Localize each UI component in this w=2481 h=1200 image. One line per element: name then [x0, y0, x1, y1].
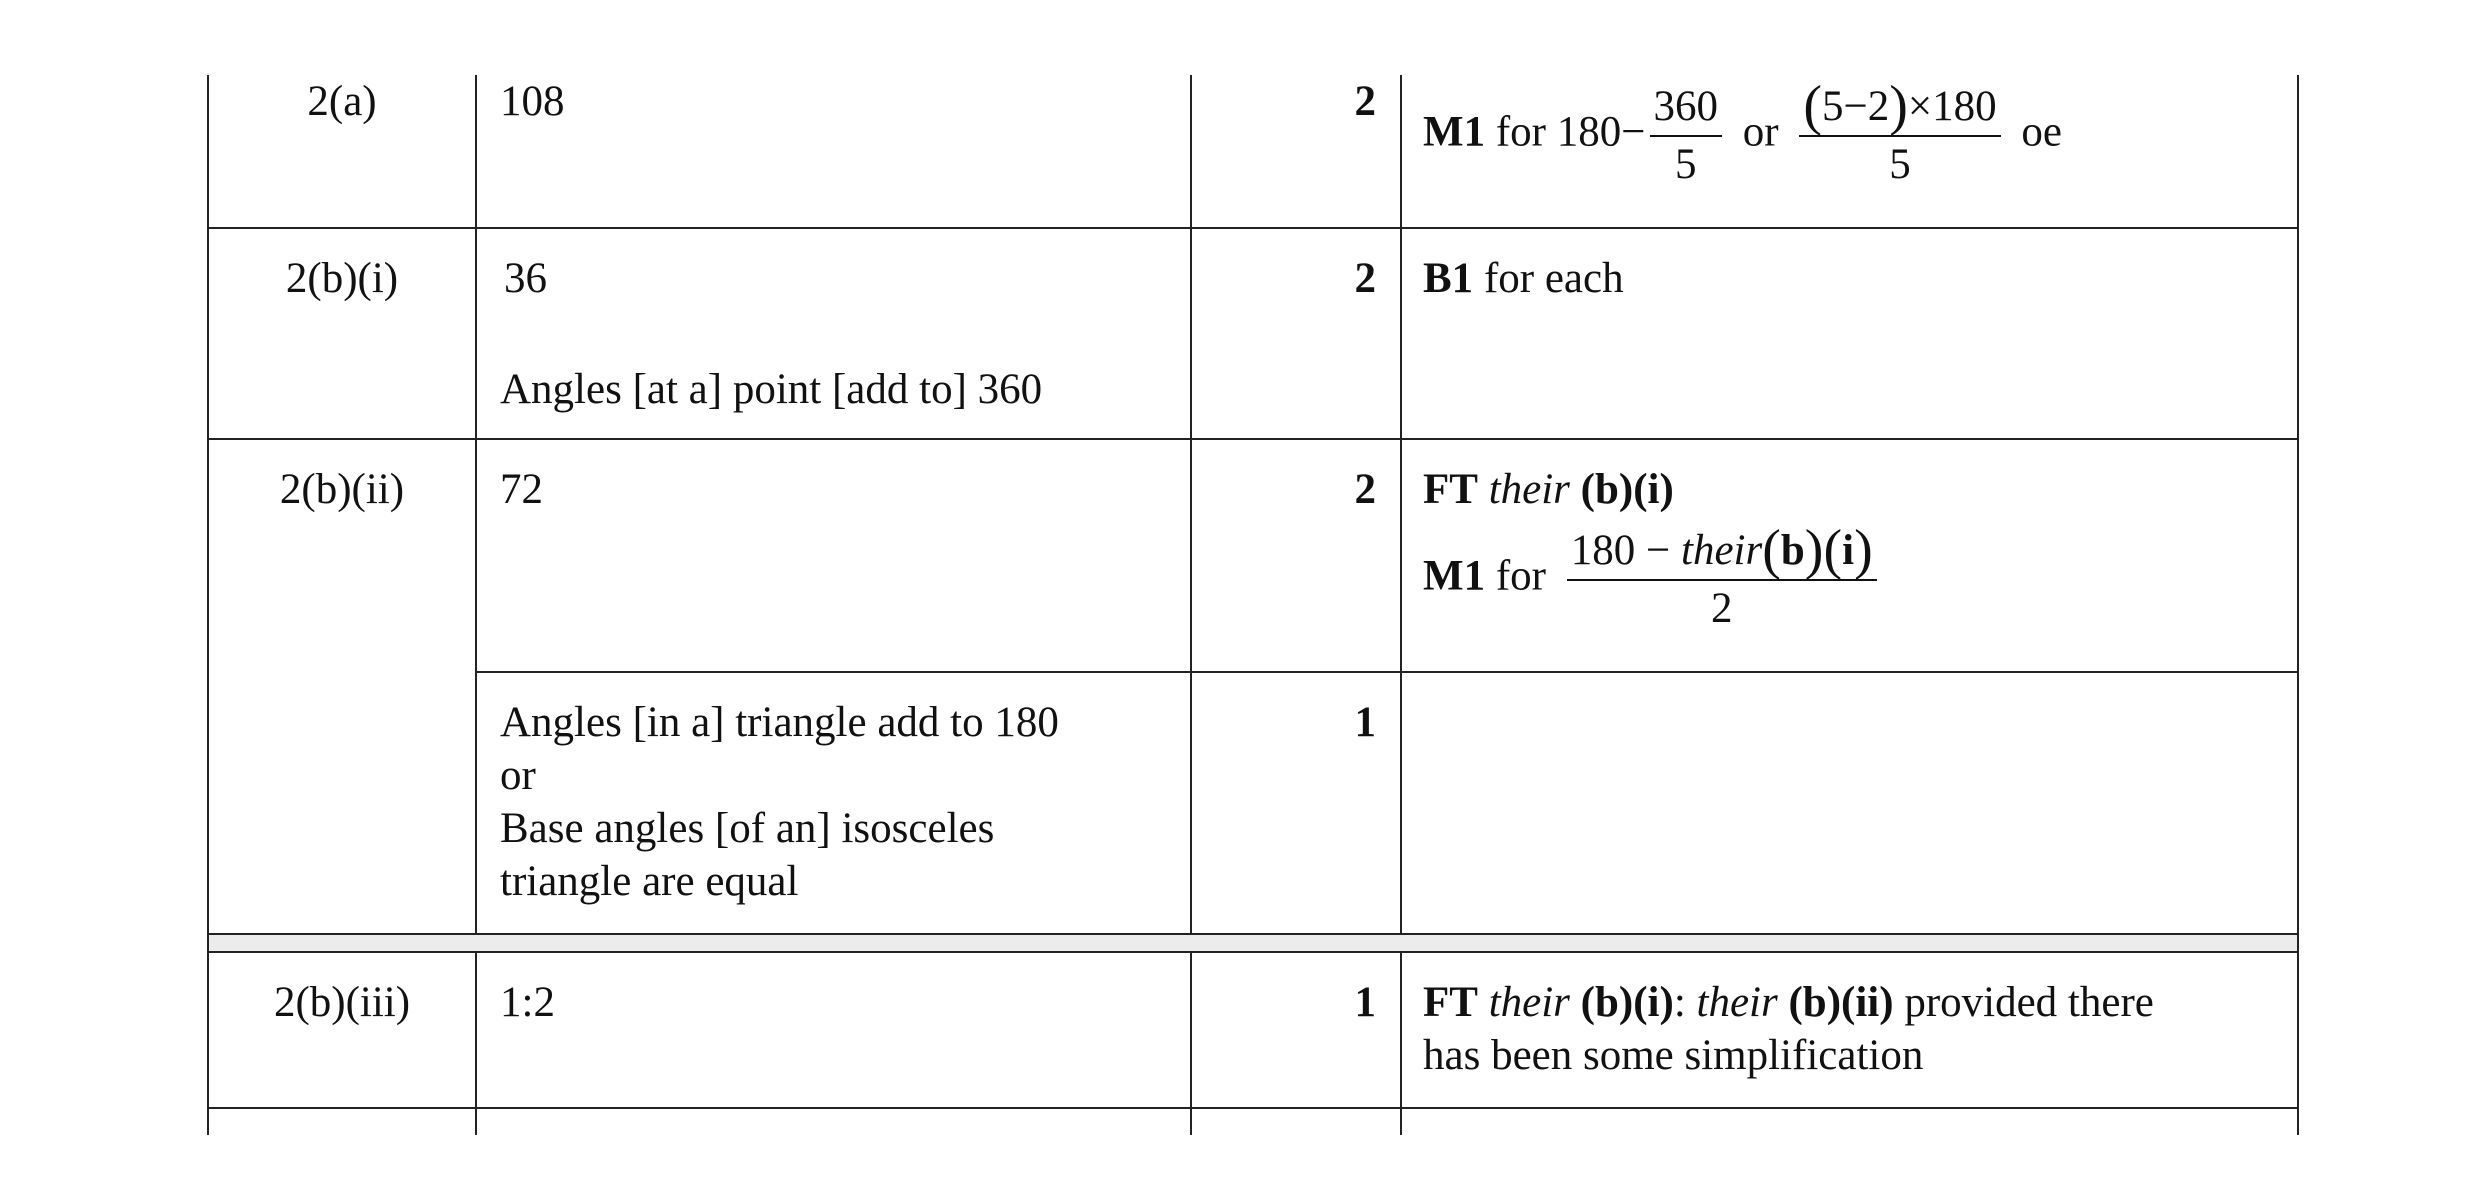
question-number: 2(b)(i): [285, 255, 399, 302]
guidance-notes: [1423, 977, 2154, 1029]
their-text: their: [1488, 466, 1570, 513]
table-right-border: [2297, 75, 2299, 1135]
fraction-numerator: [1567, 519, 1877, 581]
marks-cell: [1192, 697, 1376, 749]
mark-code-ft: FT: [1423, 466, 1478, 513]
part-reference: (b)(i): [1580, 466, 1674, 513]
guidance-text: for: [1495, 552, 1546, 600]
marks-value: 2: [1354, 78, 1376, 125]
column-divider-question: [475, 75, 477, 1135]
marks-cell: [1192, 76, 1376, 128]
marks-value: 1: [1354, 979, 1376, 1026]
open-paren: (: [1762, 519, 1781, 581]
mark-code-ft: FT: [1423, 979, 1478, 1026]
answer-reason: Angles [at a] point [add to] 360: [500, 366, 1043, 413]
open-paren: (: [1823, 519, 1843, 581]
close-paren: ): [1854, 519, 1873, 581]
part-letter: b: [1780, 527, 1805, 574]
fraction-base-angle: [1567, 519, 1877, 633]
part-reference: (b)(ii): [1788, 979, 1894, 1026]
fraction-interior-angle: [1799, 75, 2000, 189]
their-text: their: [1681, 527, 1763, 574]
part-reference: (b)(i): [1580, 979, 1674, 1026]
guidance-text-continued: has been some simplification: [1423, 1032, 1924, 1079]
row-divider: [207, 227, 2299, 229]
their-text: their: [1488, 979, 1570, 1026]
row-divider: [207, 1107, 2299, 1109]
their-text: their: [1696, 979, 1778, 1026]
guidance-text: for 180: [1495, 108, 1622, 156]
oe-text: oe: [2021, 108, 2063, 156]
answer-cell: 108: [500, 78, 565, 125]
fraction-numerator: [1799, 75, 2000, 137]
question-number: 2(b)(iii): [273, 979, 411, 1026]
numerator-prefix: 180 −: [1570, 527, 1681, 574]
guidance-notes: [1423, 75, 2063, 189]
marks-cell: [1192, 253, 1376, 305]
answer-reason: Angles [in a] triangle add to 180: [500, 699, 1059, 746]
marks-value: 2: [1354, 466, 1376, 513]
marks-cell: [1192, 977, 1376, 1029]
row-separator-band: [209, 935, 2297, 951]
fraction-numerator: 360: [1650, 83, 1723, 137]
close-paren: ): [1804, 519, 1824, 581]
answer-cell: 72: [500, 466, 543, 513]
guidance-method: [1423, 519, 1887, 633]
marks-value: 2: [1354, 255, 1376, 302]
question-number: 2(b)(ii): [279, 466, 405, 513]
or-text: or: [1742, 108, 1779, 156]
marks-cell: [1192, 464, 1376, 516]
mark-code-m1: M1: [1423, 108, 1486, 156]
colon: :: [1673, 979, 1686, 1026]
answer-cell: 1:2: [500, 979, 555, 1026]
marks-value: 1: [1354, 699, 1376, 746]
question-number: 2(a): [307, 78, 377, 125]
column-divider-answer: [1190, 75, 1192, 1135]
answer-reason: or: [500, 752, 536, 799]
column-divider-marks: [1400, 75, 1402, 1135]
open-paren: (: [1803, 75, 1822, 137]
guidance-text: for each: [1483, 255, 1624, 302]
paren-inner: 5−2: [1821, 83, 1890, 130]
fraction-denominator: 2: [1710, 585, 1733, 632]
guidance-follow-through: [1423, 464, 1674, 516]
row-divider: [207, 951, 2299, 953]
fraction-denominator: 5: [1675, 140, 1697, 188]
minus-sign: −: [1621, 108, 1646, 156]
guidance-notes: [1423, 253, 1624, 305]
fraction-denominator: 5: [1889, 141, 1911, 188]
answer-reason: Base angles [of an] isosceles: [500, 805, 995, 852]
row-divider: [207, 933, 2299, 935]
part-numeral: i: [1842, 527, 1855, 574]
multiply-180: ×180: [1907, 83, 1997, 130]
mark-code-b1: B1: [1423, 255, 1474, 302]
row-divider: [207, 438, 2299, 440]
table-left-border: [207, 75, 209, 1135]
fraction-360-over-5: [1650, 83, 1723, 189]
row-divider: [475, 671, 2299, 673]
mark-code-m1: M1: [1423, 552, 1486, 600]
answer-cell: 36: [504, 255, 547, 302]
answer-reason: triangle are equal: [500, 858, 799, 905]
close-paren: ): [1889, 75, 1908, 137]
guidance-text: provided there: [1904, 979, 2154, 1026]
